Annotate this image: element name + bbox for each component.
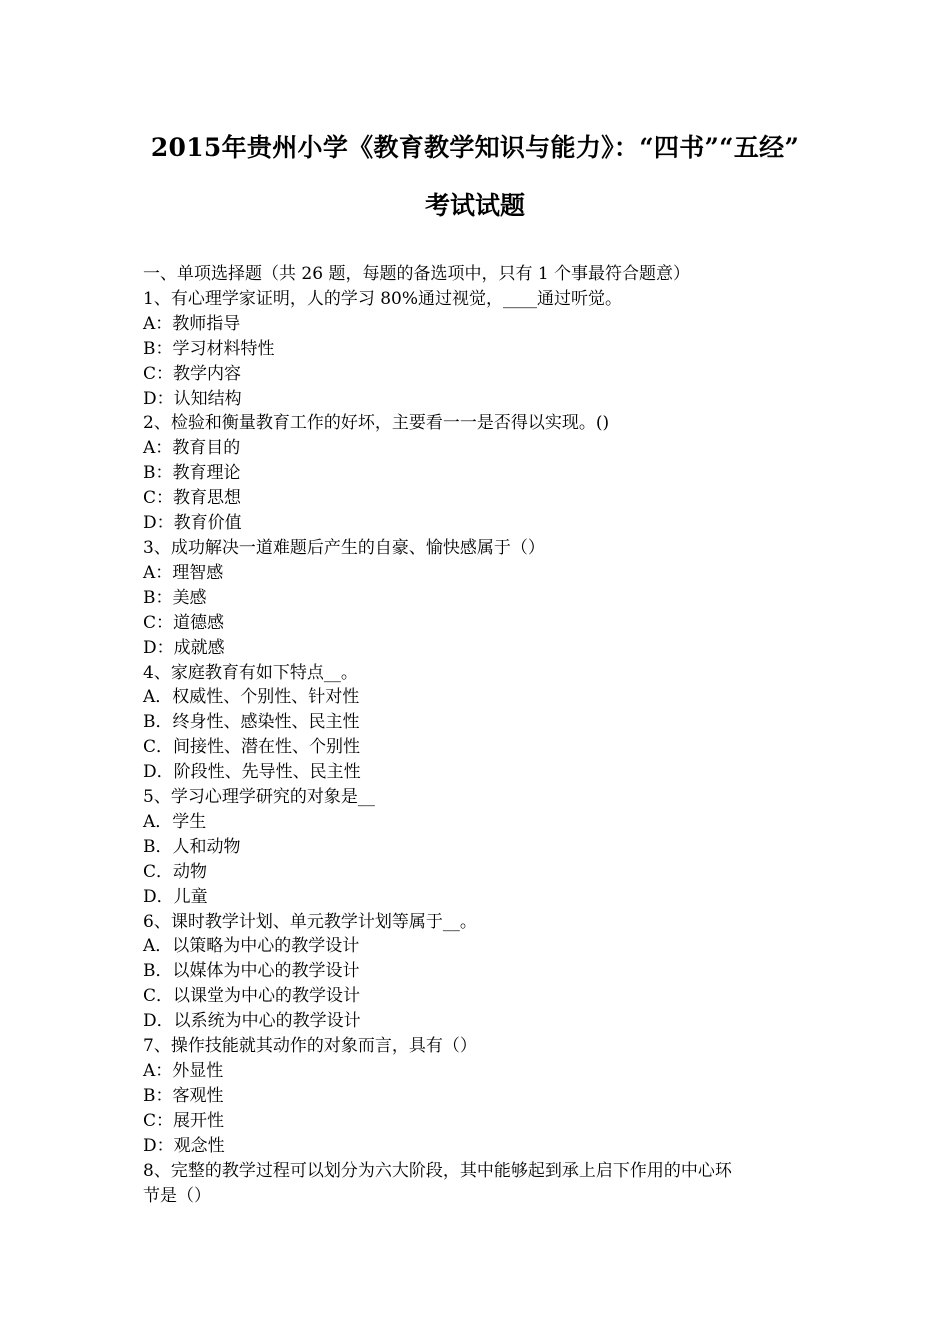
question-1 [143, 287, 823, 412]
document-title-line-1: 2015年贵州小学《教育教学知识与能力》：“四书”“五经” [150, 133, 800, 162]
question-stem: 6、课时教学计划、单元教学计划等属于__。 [143, 911, 477, 932]
option-d: D：认知结构 [143, 388, 242, 409]
option-a: A：外显性 [143, 1061, 224, 1081]
option-c: C：教学内容 [143, 363, 242, 384]
option-b: B：学习材料特性 [143, 338, 275, 359]
document-body [143, 262, 823, 1208]
question-stem: 7、操作技能就其动作的对象而言，具有（） [143, 1036, 477, 1057]
option-a: A：教育目的 [143, 438, 241, 459]
option-b: B：教育理论 [143, 463, 241, 484]
option-d: D．阶段性、先导性、民主性 [143, 762, 361, 783]
option-c: C．动物 [143, 861, 208, 882]
option-a: A：教师指导 [143, 313, 241, 334]
option-a: A．以策略为中心的教学设计 [143, 936, 360, 957]
option-a: A：理智感 [143, 562, 224, 583]
option-d: D．儿童 [143, 886, 208, 907]
option-c: C：道德感 [143, 612, 225, 633]
question-6 [143, 910, 823, 1035]
section-heading: 一、单项选择题（共 26 题，每题的备选项中，只有 1 个事最符合题意） [143, 264, 691, 284]
question-4 [143, 661, 823, 786]
option-b: B．以媒体为中心的教学设计 [143, 961, 360, 982]
question-stem-line-1: 8、完整的教学过程可以划分为六大阶段，其中能够起到承上启下作用的中心环 [143, 1160, 732, 1181]
question-stem-line-2: 节是（） [143, 1185, 211, 1206]
question-7 [143, 1034, 823, 1159]
question-5 [143, 785, 823, 910]
question-stem: 5、学习心理学研究的对象是__ [143, 787, 375, 808]
option-b: B．人和动物 [143, 836, 241, 857]
question-2 [143, 411, 823, 536]
question-stem: 4、家庭教育有如下特点__。 [143, 662, 358, 683]
option-b: B：美感 [143, 587, 207, 608]
option-d: D：教育价值 [143, 513, 242, 534]
option-d: D：成就感 [143, 637, 225, 658]
question-stem: 3、成功解决一道难题后产生的自豪、愉快感属于（） [143, 537, 545, 558]
option-c: C．以课堂为中心的教学设计 [143, 986, 361, 1007]
question-3 [143, 536, 823, 661]
option-b: B．终身性、感染性、民主性 [143, 712, 360, 733]
option-c: C：教育思想 [143, 488, 242, 509]
option-c: C：展开性 [143, 1110, 225, 1131]
question-stem: 1、有心理学家证明，人的学习 80%通过视觉，____通过听觉。 [143, 288, 623, 309]
option-b: B：客观性 [143, 1085, 224, 1106]
option-d: D．以系统为中心的教学设计 [143, 1011, 361, 1032]
option-c: C．间接性、潜在性、个别性 [143, 737, 361, 758]
question-8 [143, 1159, 823, 1209]
question-stem: 2、检验和衡量教育工作的好坏，主要看一一是否得以实现。() [143, 413, 610, 434]
option-a: A．学生 [143, 811, 207, 832]
option-d: D：观念性 [143, 1135, 225, 1156]
document-title-line-2: 考试试题 [424, 191, 525, 220]
option-a: A．权威性、个别性、针对性 [143, 687, 360, 708]
